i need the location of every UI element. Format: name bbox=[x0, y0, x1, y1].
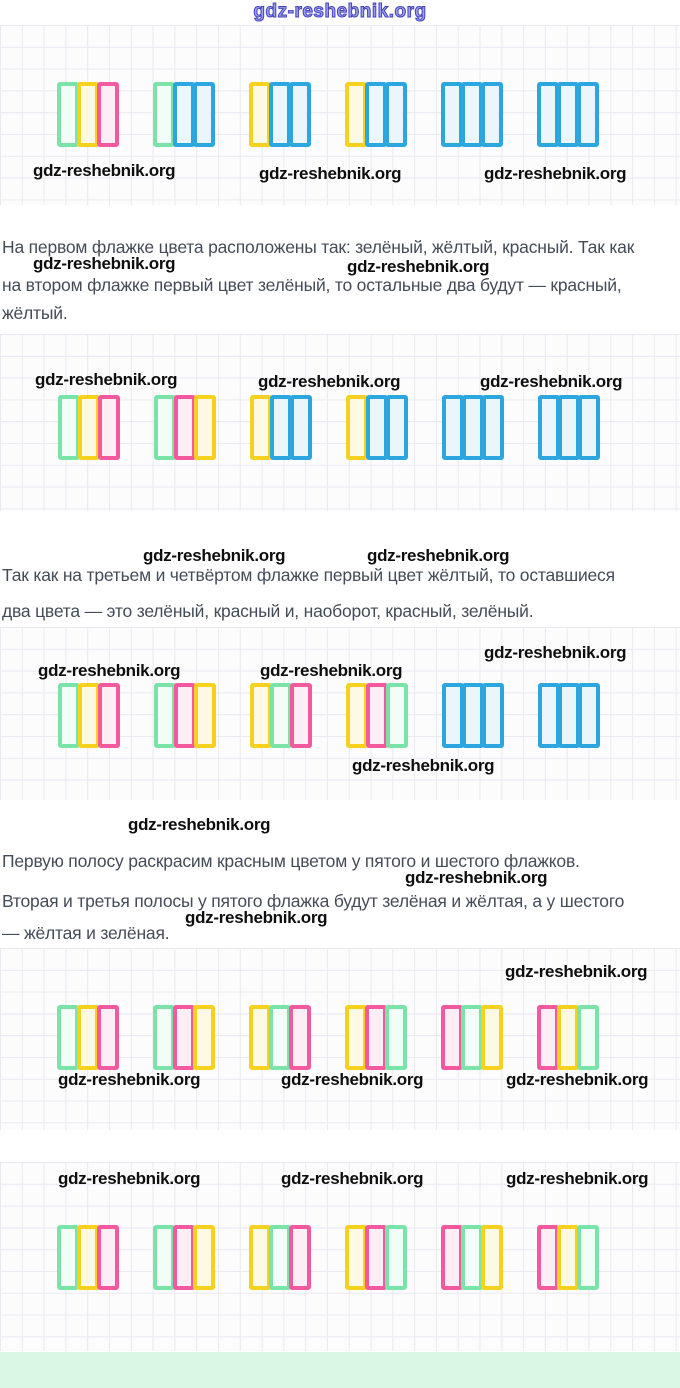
flags-grid-step-2 bbox=[0, 334, 680, 511]
flag-stripe-blue bbox=[269, 82, 291, 147]
watermark: gdz-reshebnik.org bbox=[506, 1169, 649, 1188]
watermark: gdz-reshebnik.org bbox=[58, 1169, 201, 1188]
flag-stripe-blue bbox=[290, 395, 312, 460]
flag-stripe-blue bbox=[461, 82, 483, 147]
flag-stripe-blue bbox=[442, 395, 464, 460]
flag bbox=[537, 82, 599, 147]
flag-stripe-green bbox=[57, 82, 79, 147]
flag-stripe-blue bbox=[538, 395, 560, 460]
flag-stripe-pink bbox=[174, 683, 196, 748]
flag bbox=[346, 395, 408, 460]
flag-stripe-blue bbox=[481, 82, 503, 147]
flag-stripe-blue bbox=[366, 395, 388, 460]
flags-grid-final-answer bbox=[0, 1162, 680, 1351]
watermark: gdz-reshebnik.org bbox=[506, 1070, 649, 1089]
flag-stripe-blue bbox=[289, 82, 311, 147]
watermark: gdz-reshebnik.org bbox=[480, 372, 623, 391]
flags-row-step-3 bbox=[58, 683, 600, 748]
flag-stripe-green bbox=[577, 1225, 599, 1290]
flag-stripe-pink bbox=[97, 1225, 119, 1290]
watermark: gdz-reshebnik.org bbox=[35, 370, 178, 389]
flag-stripe-blue bbox=[577, 82, 599, 147]
flag-stripe-yellow bbox=[78, 683, 100, 748]
flag bbox=[345, 82, 407, 147]
flag-stripe-pink bbox=[174, 395, 196, 460]
flag-stripe-blue bbox=[482, 395, 504, 460]
flag-stripe-pink bbox=[365, 1225, 387, 1290]
solution-text-line: на втором флажке первый цвет зелёный, то остальные два будут — красный, bbox=[2, 275, 622, 295]
solution-text-line: — жёлтая и зелёная. bbox=[2, 923, 170, 943]
bottom-highlight-band bbox=[0, 1352, 680, 1388]
flag-stripe-yellow bbox=[193, 1005, 215, 1070]
flag-stripe-blue bbox=[558, 683, 580, 748]
watermark: gdz-reshebnik.org bbox=[128, 815, 271, 834]
flag bbox=[58, 683, 120, 748]
flag bbox=[153, 1225, 215, 1290]
watermark: gdz-reshebnik.org bbox=[281, 1169, 424, 1188]
solution-text-line: Так как на третьем и четвёртом флажке первый цвет жёлтый, то оставшиеся bbox=[2, 565, 615, 585]
flag-stripe-blue bbox=[482, 683, 504, 748]
flag-stripe-blue bbox=[537, 82, 559, 147]
flag-stripe-yellow bbox=[346, 395, 368, 460]
flag-stripe-green bbox=[58, 683, 80, 748]
watermark: gdz-reshebnik.org bbox=[33, 161, 176, 180]
flag bbox=[250, 683, 312, 748]
flag-stripe-yellow bbox=[249, 1225, 271, 1290]
watermark: gdz-reshebnik.org bbox=[367, 546, 510, 565]
flag-stripe-pink bbox=[365, 1005, 387, 1070]
flags-row-step-4 bbox=[57, 1005, 599, 1070]
flag-stripe-blue bbox=[386, 395, 408, 460]
flag-stripe-blue bbox=[270, 395, 292, 460]
solution-text-line: Вторая и третья полосы у пятого флажка будут зелёная и жёлтая, а у шестого bbox=[2, 891, 625, 911]
flag bbox=[537, 1225, 599, 1290]
flag bbox=[441, 1225, 503, 1290]
flag-stripe-blue bbox=[538, 683, 560, 748]
flag-stripe-green bbox=[269, 1005, 291, 1070]
flag-stripe-yellow bbox=[249, 1005, 271, 1070]
flag-stripe-yellow bbox=[481, 1005, 503, 1070]
flag-stripe-green bbox=[269, 1225, 291, 1290]
flag-stripe-green bbox=[461, 1005, 483, 1070]
flag-stripe-green bbox=[154, 683, 176, 748]
flag-stripe-pink bbox=[289, 1225, 311, 1290]
flag-stripe-green bbox=[385, 1225, 407, 1290]
flag-stripe-blue bbox=[462, 395, 484, 460]
solution-text-line: Первую полосу раскрасим красным цветом у пятого и шестого флажков. bbox=[2, 851, 580, 871]
watermark: gdz-reshebnik.org bbox=[259, 164, 402, 183]
watermark: gdz-reshebnik.org bbox=[58, 1070, 201, 1089]
flag-stripe-green bbox=[57, 1225, 79, 1290]
flag-stripe-green bbox=[386, 683, 408, 748]
flag-stripe-blue bbox=[173, 82, 195, 147]
watermark: gdz-reshebnik.org bbox=[484, 164, 627, 183]
flag-stripe-pink bbox=[97, 1005, 119, 1070]
flag-stripe-green bbox=[461, 1225, 483, 1290]
watermark: gdz-reshebnik.org bbox=[484, 643, 627, 662]
flag-stripe-blue bbox=[193, 82, 215, 147]
flag-stripe-green bbox=[385, 1005, 407, 1070]
flag bbox=[537, 1005, 599, 1070]
flag-stripe-green bbox=[58, 395, 80, 460]
flag-stripe-yellow bbox=[194, 683, 216, 748]
flag-stripe-blue bbox=[558, 395, 580, 460]
flag bbox=[346, 683, 408, 748]
flag-stripe-yellow bbox=[77, 1225, 99, 1290]
flag-stripe-blue bbox=[385, 82, 407, 147]
flag bbox=[57, 1225, 119, 1290]
watermark: gdz-reshebnik.org bbox=[352, 756, 495, 775]
flag-stripe-yellow bbox=[249, 82, 271, 147]
watermark: gdz-reshebnik.org bbox=[38, 661, 181, 680]
flag-stripe-yellow bbox=[250, 395, 272, 460]
flag bbox=[58, 395, 120, 460]
flags-row-step-1 bbox=[57, 82, 599, 147]
flag bbox=[441, 1005, 503, 1070]
flag-stripe-green bbox=[153, 1225, 175, 1290]
flag-stripe-blue bbox=[462, 683, 484, 748]
flag-stripe-green bbox=[154, 395, 176, 460]
flag bbox=[153, 82, 215, 147]
flag-stripe-pink bbox=[97, 82, 119, 147]
flag-stripe-pink bbox=[289, 1005, 311, 1070]
flag-stripe-yellow bbox=[345, 1005, 367, 1070]
flag bbox=[250, 395, 312, 460]
flag-stripe-pink bbox=[366, 683, 388, 748]
flag-stripe-blue bbox=[442, 683, 464, 748]
watermark: gdz-reshebnik.org bbox=[260, 661, 403, 680]
flag-stripe-yellow bbox=[345, 82, 367, 147]
flag bbox=[57, 82, 119, 147]
solution-text-line: жёлтый. bbox=[2, 303, 68, 323]
flag-stripe-pink bbox=[173, 1225, 195, 1290]
flag-stripe-pink bbox=[98, 683, 120, 748]
flag-stripe-blue bbox=[441, 82, 463, 147]
flag-stripe-green bbox=[270, 683, 292, 748]
flag bbox=[249, 1005, 311, 1070]
flag-stripe-pink bbox=[290, 683, 312, 748]
watermark: gdz-reshebnik.org bbox=[405, 868, 548, 887]
flag-stripe-pink bbox=[537, 1225, 559, 1290]
flag-stripe-blue bbox=[365, 82, 387, 147]
flag bbox=[154, 683, 216, 748]
flag bbox=[249, 1225, 311, 1290]
flag-stripe-yellow bbox=[193, 1225, 215, 1290]
solution-text-line: два цвета — это зелёный, красный и, наоборот, красный, зелёный. bbox=[2, 601, 534, 621]
flag-stripe-pink bbox=[98, 395, 120, 460]
flag bbox=[442, 683, 504, 748]
flag-stripe-yellow bbox=[557, 1005, 579, 1070]
watermark: gdz-reshebnik.org bbox=[281, 1070, 424, 1089]
site-title-watermark: gdz-reshebnik.org bbox=[253, 1, 427, 22]
flags-row-final-answer bbox=[57, 1225, 599, 1290]
flag-stripe-yellow bbox=[557, 1225, 579, 1290]
flag-stripe-pink bbox=[441, 1225, 463, 1290]
flag-stripe-pink bbox=[441, 1005, 463, 1070]
flag-stripe-yellow bbox=[481, 1225, 503, 1290]
watermark: gdz-reshebnik.org bbox=[347, 257, 490, 276]
flag-stripe-green bbox=[577, 1005, 599, 1070]
flag-stripe-yellow bbox=[77, 1005, 99, 1070]
watermark: gdz-reshebnik.org bbox=[505, 962, 648, 981]
flag bbox=[538, 395, 600, 460]
flag bbox=[442, 395, 504, 460]
flag-stripe-blue bbox=[578, 683, 600, 748]
flag bbox=[153, 1005, 215, 1070]
flag bbox=[345, 1225, 407, 1290]
flag-stripe-green bbox=[153, 82, 175, 147]
flag bbox=[249, 82, 311, 147]
flag-stripe-yellow bbox=[194, 395, 216, 460]
watermark: gdz-reshebnik.org bbox=[258, 372, 401, 391]
flag-stripe-blue bbox=[557, 82, 579, 147]
flag bbox=[57, 1005, 119, 1070]
flag bbox=[154, 395, 216, 460]
flag-stripe-blue bbox=[578, 395, 600, 460]
flag bbox=[345, 1005, 407, 1070]
watermark: gdz-reshebnik.org bbox=[33, 254, 176, 273]
flag-stripe-yellow bbox=[250, 683, 272, 748]
flag-stripe-yellow bbox=[77, 82, 99, 147]
flag-stripe-pink bbox=[537, 1005, 559, 1070]
watermark: gdz-reshebnik.org bbox=[185, 908, 328, 927]
flag-stripe-yellow bbox=[78, 395, 100, 460]
solution-text-line: На первом флажке цвета расположены так: зелёный, жёлтый, красный. Так как bbox=[2, 237, 635, 257]
watermark: gdz-reshebnik.org bbox=[143, 546, 286, 565]
flag-stripe-green bbox=[153, 1005, 175, 1070]
flag bbox=[441, 82, 503, 147]
flags-row-step-2 bbox=[58, 395, 600, 460]
flag bbox=[538, 683, 600, 748]
flag-stripe-yellow bbox=[345, 1225, 367, 1290]
flag-stripe-green bbox=[57, 1005, 79, 1070]
flag-stripe-pink bbox=[173, 1005, 195, 1070]
flag-stripe-yellow bbox=[346, 683, 368, 748]
